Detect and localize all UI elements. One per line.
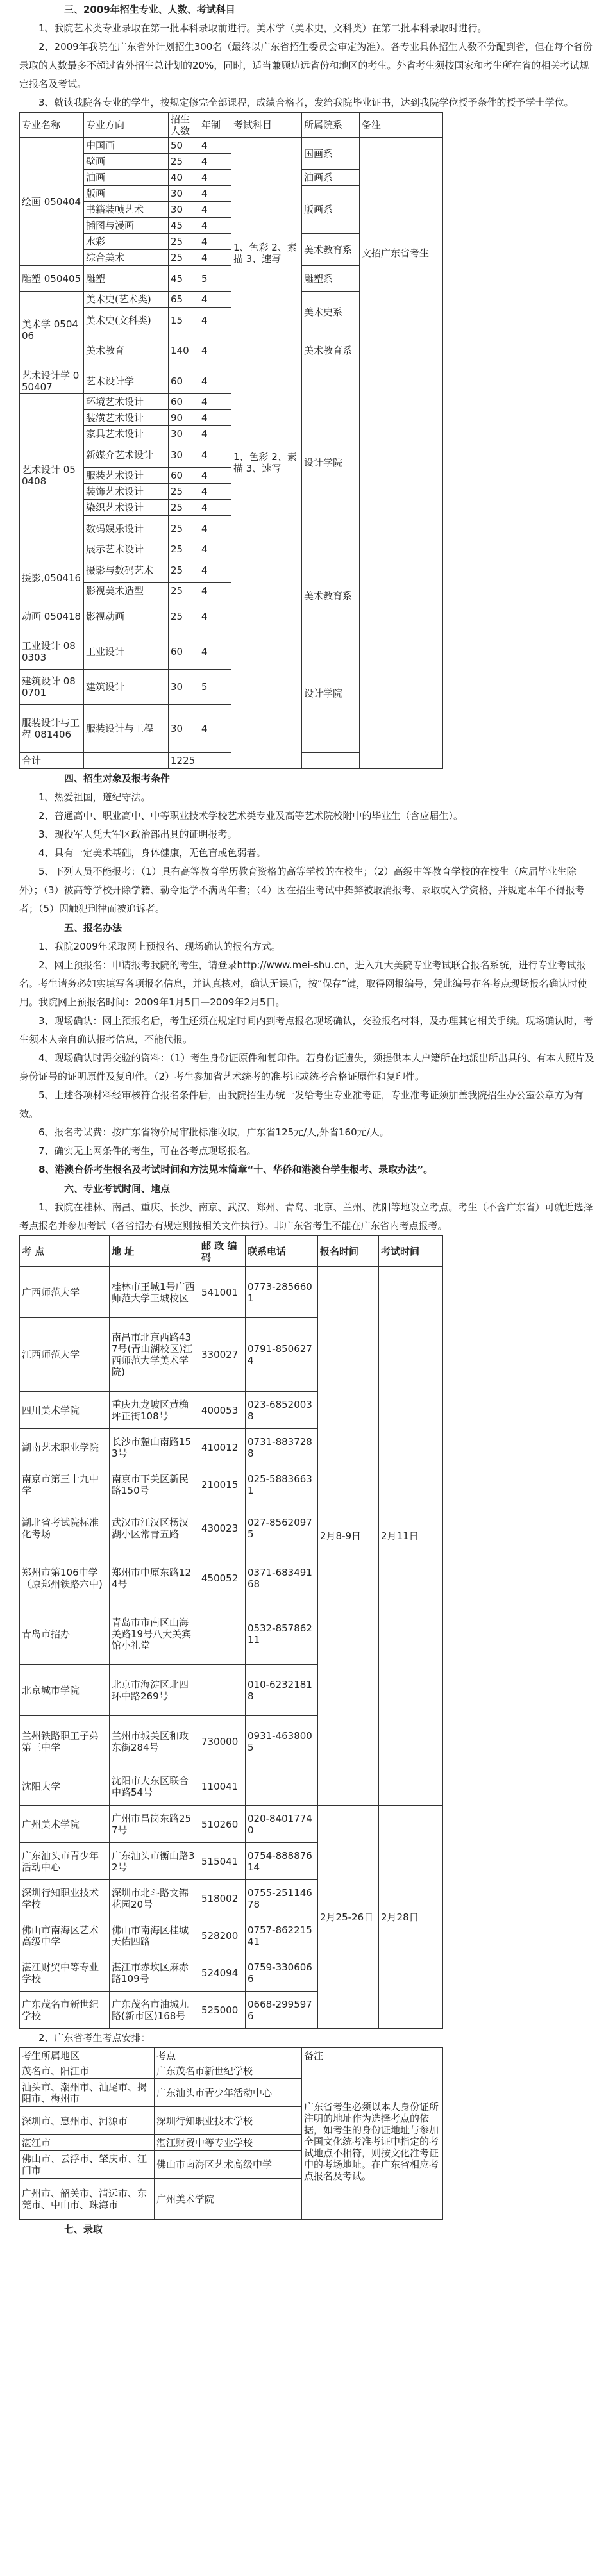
major-cell: 建筑设计 080701 <box>20 670 84 705</box>
site-name: 南京市第三十九中学 <box>20 1466 110 1503</box>
table-row <box>20 368 443 394</box>
major-cell: 动画 050418 <box>20 599 84 634</box>
site-phone: 010-62321818 <box>246 1665 318 1716</box>
direction-cell: 水彩 <box>84 234 169 250</box>
majors-table <box>19 112 443 769</box>
site-cell: 广东茂名市新世纪学校 <box>155 2063 302 2079</box>
table-header: 所属院系 <box>302 113 360 138</box>
region-cell: 茂名市、阳江市 <box>20 2063 155 2079</box>
section4-para-1: 1、热爱祖国，遵纪守法。 <box>38 791 151 803</box>
site-postcode: 525000 <box>199 1992 246 2029</box>
count-cell: 60 <box>169 468 199 484</box>
section3-para-1: 1、我院艺术类专业录取在第一批本科录取前进行。美术学（美术史，文科类）在第二批本科录取时进行。 <box>38 22 487 34</box>
direction-cell: 油画 <box>84 170 169 186</box>
count-cell: 25 <box>169 234 199 250</box>
site-phone: 0759-3306066 <box>246 1954 318 1992</box>
site-name: 广东茂名市新世纪学校 <box>20 1992 110 2029</box>
dept-cell: 国画系 <box>302 138 360 170</box>
dept-cell: 雕塑系 <box>302 266 360 292</box>
table-row <box>20 138 443 154</box>
site-cell: 佛山市南海区艺术高级中学 <box>155 2151 302 2179</box>
count-cell: 25 <box>169 541 199 557</box>
site-postcode: 400053 <box>199 1392 246 1429</box>
years-cell: 4 <box>199 705 231 753</box>
section5-para-8: 8、港澳台侨考生报名及考试时间和方法见本简章“十、华侨和港澳台学生报考、录取办法”。 <box>38 1164 433 1175</box>
count-cell: 60 <box>169 634 199 670</box>
site-postcode: 450052 <box>199 1553 246 1603</box>
count-cell: 30 <box>169 202 199 218</box>
count-cell: 25 <box>169 484 199 500</box>
site-postcode: 210015 <box>199 1466 246 1503</box>
region-cell: 佛山市、云浮市、肇庆市、江门市 <box>20 2151 155 2179</box>
site-address: 沈阳市大东区联合中路54号 <box>110 1767 199 1806</box>
count-cell: 25 <box>169 500 199 516</box>
table-header: 考生所属地区 <box>20 2048 155 2063</box>
section4-para-5: 5、下列人员不能报考：（1）具有高等教育学历教育资格的高等学校的在校生；（2）高级中等教育学校的在校生（应届毕业生除外）；（3）被高等学校开除学籍、勒令退学不满两年者；（4）因在招生考试中舞弊被取消报考、录取或入学资格，并规定本年不得报考者；（5）因触犯刑律而被追诉者。 <box>19 866 585 914</box>
site-name: 广州美术学院 <box>20 1806 110 1843</box>
site-postcode: 110041 <box>199 1767 246 1806</box>
site-address: 佛山市南海区桂城天佑四路 <box>110 1917 199 1954</box>
site-address: 广东汕头市衡山路32号 <box>110 1843 199 1880</box>
direction-cell: 服装艺术设计 <box>84 468 169 484</box>
count-cell: 25 <box>169 250 199 266</box>
table-header: 备注 <box>360 113 443 138</box>
direction-cell: 工业设计 <box>84 634 169 670</box>
site-address: 深圳市北斗路文锦花园20号 <box>110 1880 199 1917</box>
count-cell: 30 <box>169 705 199 753</box>
dept-cell: 油画系 <box>302 170 360 186</box>
table-header: 考试时间 <box>379 1236 443 1267</box>
site-postcode: 518002 <box>199 1880 246 1917</box>
table-header: 考试科目 <box>231 113 302 138</box>
count-cell: 50 <box>169 138 199 154</box>
section5-para-1: 1、我院2009年采取网上预报名、现场确认的报名方式。 <box>38 941 281 952</box>
major-cell: 艺术设计学 050407 <box>20 368 84 394</box>
years-cell: 4 <box>199 368 231 394</box>
site-phone: 0532-85786211 <box>246 1603 318 1665</box>
major-cell: 雕塑 050405 <box>20 266 84 292</box>
site-name: 广西师范大学 <box>20 1267 110 1318</box>
site-phone: 0371-68349168 <box>246 1553 318 1603</box>
site-phone: 0668-2995976 <box>246 1992 318 2029</box>
major-cell: 服装设计与工程 081406 <box>20 705 84 753</box>
site-phone: 025-58836631 <box>246 1466 318 1503</box>
count-cell: 140 <box>169 333 199 368</box>
direction-cell: 服装设计与工程 <box>84 705 169 753</box>
direction-cell: 美术史(艺术类) <box>84 292 169 308</box>
reg-date: 2月8-9日 <box>318 1267 379 1806</box>
years-cell: 4 <box>199 218 231 234</box>
direction-cell: 版画 <box>84 186 169 202</box>
site-address: 桂林市王城1号广西师范大学王城校区 <box>110 1267 199 1318</box>
section5-para-5: 5、上述各项材料经审核符合报名条件后，由我院招生办统一发给考生专业准考证，专业准考证须加盖我院招生办公室公章方为有效。 <box>19 1089 584 1119</box>
direction-cell: 雕塑 <box>84 266 169 292</box>
reg-date: 2月25-26日 <box>318 1806 379 2029</box>
site-phone: 0931-4638005 <box>246 1716 318 1767</box>
dept-cell: 美术教育系 <box>302 557 360 634</box>
count-cell: 30 <box>169 426 199 442</box>
site-address: 南京市下关区新民路150号 <box>110 1466 199 1503</box>
years-cell: 4 <box>199 170 231 186</box>
site-phone: 0755-25114678 <box>246 1880 318 1917</box>
table-header: 联系电话 <box>246 1236 318 1267</box>
dept-cell: 设计学院 <box>302 634 360 753</box>
dept-cell: 美术史系 <box>302 292 360 333</box>
count-cell: 30 <box>169 186 199 202</box>
direction-cell: 美术教育 <box>84 333 169 368</box>
table-header-row <box>20 2048 443 2063</box>
region-cell: 深圳市、惠州市、河源市 <box>20 2107 155 2135</box>
site-postcode: 510260 <box>199 1806 246 1843</box>
subjects-cell: 1、色彩 2、素描 3、速写 <box>231 368 302 557</box>
direction-cell: 插图与漫画 <box>84 218 169 234</box>
site-address: 重庆九龙坡区黄桷坪正街108号 <box>110 1392 199 1429</box>
site-postcode: 515041 <box>199 1843 246 1880</box>
years-cell: 4 <box>199 308 231 333</box>
years-cell: 4 <box>199 333 231 368</box>
major-cell: 美术学 050406 <box>20 292 84 368</box>
subjects-cell <box>231 557 302 769</box>
direction-cell: 环境艺术设计 <box>84 394 169 410</box>
exam-date: 2月28日 <box>379 1806 443 2029</box>
site-address: 广州市昌岗东路257号 <box>110 1806 199 1843</box>
years-cell: 4 <box>199 154 231 170</box>
site-cell: 广东汕头市青少年活动中心 <box>155 2079 302 2107</box>
remark-cell <box>360 368 443 769</box>
site-phone: 0731-8837288 <box>246 1429 318 1466</box>
years-cell: 4 <box>199 541 231 557</box>
site-phone: 0791-8506274 <box>246 1318 318 1392</box>
count-cell: 45 <box>169 218 199 234</box>
site-phone: 027-85620975 <box>246 1503 318 1553</box>
subjects-cell: 1、色彩 2、素描 3、速写 <box>231 138 302 368</box>
years-cell: 4 <box>199 634 231 670</box>
count-cell: 40 <box>169 170 199 186</box>
years-cell <box>199 753 231 769</box>
site-postcode: 524094 <box>199 1954 246 1992</box>
site-phone: 0773-2856601 <box>246 1267 318 1318</box>
direction-cell: 数码娱乐设计 <box>84 516 169 541</box>
table-row <box>20 2063 443 2079</box>
region-cell: 汕头市、潮州市、汕尾市、揭阳市、梅州市 <box>20 2079 155 2107</box>
dept-cell: 美术教育系 <box>302 234 360 266</box>
site-name: 湛江财贸中等专业学校 <box>20 1954 110 1992</box>
section7-title: 七、录取 <box>64 2224 103 2235</box>
table-row <box>20 1267 443 1318</box>
years-cell: 5 <box>199 266 231 292</box>
direction-cell: 影视动画 <box>84 599 169 634</box>
exam-date: 2月11日 <box>379 1267 443 1806</box>
dept-cell: 美术教育系 <box>302 333 360 368</box>
section5-para-2: 2、网上预报名：申请报考我院的考生，请登录http://www.mei-shu.cn，进入九大美院专业考试联合报名系统，进行专业考试报名。考生请务必如实填写各项报名信息，并认真核对，确认无误后，按“保存”键，取得网报编号，凭此编号在各考点现场报名确认时使用。我院网上预报名时间：2009年1月5日—2009年2月5日。 <box>19 959 587 1008</box>
direction-cell: 展示艺术设计 <box>84 541 169 557</box>
site-name: 兰州铁路职工子弟第三中学 <box>20 1716 110 1767</box>
years-cell: 4 <box>199 599 231 634</box>
direction-cell: 建筑设计 <box>84 670 169 705</box>
section5-para-3: 3、现场确认：网上预报名后，考生还须在规定时间内到考点报名现场确认，交验报名材料，及办理其它相关手续。现场确认时，考生须本人亲自确认报考信息，不能代报。 <box>19 1015 593 1045</box>
section5-title: 五、报名办法 <box>64 922 122 934</box>
section4-para-3: 3、现役军人凭大军区政治部出具的证明报考。 <box>38 829 237 840</box>
site-name: 广东汕头市青少年活动中心 <box>20 1843 110 1880</box>
direction-cell: 装饰艺术设计 <box>84 484 169 500</box>
site-phone: 0757-86221541 <box>246 1917 318 1954</box>
count-cell: 25 <box>169 516 199 541</box>
site-name: 湖南艺术职业学院 <box>20 1429 110 1466</box>
years-cell: 4 <box>199 442 231 468</box>
table-header: 备注 <box>302 2048 443 2063</box>
section4-title: 四、招生对象及报考条件 <box>64 773 171 784</box>
count-cell: 30 <box>169 670 199 705</box>
site-cell: 广州美术学院 <box>155 2179 302 2220</box>
table-header: 地 址 <box>110 1236 199 1267</box>
count-cell: 60 <box>169 394 199 410</box>
direction-cell: 壁画 <box>84 154 169 170</box>
direction-cell: 中国画 <box>84 138 169 154</box>
table-header: 专业名称 <box>20 113 84 138</box>
site-phone <box>246 1767 318 1806</box>
section3-title: 三、2009年招生专业、人数、考试科目 <box>64 4 235 15</box>
section6-para-2: 2、广东省考生考点安排： <box>38 2032 151 2043</box>
site-phone: 023-68520038 <box>246 1392 318 1429</box>
subjects-cell <box>302 753 360 769</box>
site-name: 江西师范大学 <box>20 1318 110 1392</box>
site-name: 北京城市学院 <box>20 1665 110 1716</box>
site-postcode: 410012 <box>199 1429 246 1466</box>
remark-cell: 文招广东省考生 <box>360 138 443 368</box>
count-cell: 65 <box>169 292 199 308</box>
years-cell: 4 <box>199 186 231 202</box>
section5-para-6: 6、报名考试费：按广东省物价局审批标准收取，广东省125元/人,外省160元/人。 <box>38 1127 389 1138</box>
region-cell: 湛江市 <box>20 2135 155 2151</box>
note-cell: 广东省考生必须以本人身份证所注明的地址作为选择考点的依据，如考生的身份证地址与参加全国文化统考准考证中指定的考试地点不相符，则按文化准考证中的考场地址。在广东省相应考点报名及考试。 <box>302 2063 443 2220</box>
site-address: 武汉市江汉区杨汉湖小区常青五路 <box>110 1503 199 1553</box>
site-address: 青岛市市南区山海关路19号八大关宾馆小礼堂 <box>110 1603 199 1665</box>
site-name: 湖北省考试院标准化考场 <box>20 1503 110 1553</box>
site-address: 湛江市赤坎区麻赤路109号 <box>110 1954 199 1992</box>
table-header-row <box>20 113 443 138</box>
direction-cell <box>84 753 169 769</box>
table-header: 邮 政 编码 <box>199 1236 246 1267</box>
count-cell: 25 <box>169 154 199 170</box>
site-name: 四川美术学院 <box>20 1392 110 1429</box>
site-name: 沈阳大学 <box>20 1767 110 1806</box>
count-cell: 15 <box>169 308 199 333</box>
site-address: 兰州市城关区和政东街284号 <box>110 1716 199 1767</box>
site-postcode <box>199 1603 246 1665</box>
direction-cell: 艺术设计学 <box>84 368 169 394</box>
site-cell: 深圳行知职业技术学校 <box>155 2107 302 2135</box>
years-cell: 4 <box>199 516 231 541</box>
site-name: 青岛市招办 <box>20 1603 110 1665</box>
site-postcode <box>199 1665 246 1716</box>
years-cell: 4 <box>199 234 231 250</box>
region-cell: 广州市、韶关市、清远市、东莞市、中山市、珠海市 <box>20 2179 155 2220</box>
direction-cell: 染织艺术设计 <box>84 500 169 516</box>
total-label: 合计 <box>20 753 84 769</box>
years-cell: 4 <box>199 468 231 484</box>
section4-para-2: 2、普通高中、职业高中、中等职业技术学校艺术类专业及高等艺术院校附中的毕业生（含应届生）。 <box>38 810 464 822</box>
section5-para-7: 7、确实无上网条件的考生，可在各考点现场报名。 <box>38 1145 257 1157</box>
major-cell: 绘画 050404 <box>20 138 84 266</box>
table-header: 招生人数 <box>169 113 199 138</box>
count-cell: 30 <box>169 442 199 468</box>
site-postcode: 541001 <box>199 1267 246 1318</box>
count-cell: 90 <box>169 410 199 426</box>
site-phone: 0754-88887614 <box>246 1843 318 1880</box>
site-name: 佛山市南海区艺术高级中学 <box>20 1917 110 1954</box>
years-cell: 4 <box>199 292 231 308</box>
direction-cell: 综合美术 <box>84 250 169 266</box>
site-name: 深圳行知职业技术学校 <box>20 1880 110 1917</box>
section3-para-3: 3、就读我院各专业的学生，按规定修完全部课程，成绩合格者，发给我院毕业证书，达到我院学位授予条件的授予学士学位。 <box>38 97 574 108</box>
site-name: 郑州市第106中学（原郑州铁路六中) <box>20 1553 110 1603</box>
major-cell: 工业设计 080303 <box>20 634 84 670</box>
years-cell: 4 <box>199 426 231 442</box>
section6-para-1: 1、我院在桂林、南昌、重庆、长沙、南京、武汉、郑州、青岛、北京、兰州、沈阳等地设立考点。考生（不含广东省）可就近选择考点报名并参加考试（各省招办有规定则按相关文件执行）。非广东省考生不能在广东省内考点报考。 <box>19 1201 593 1232</box>
count-cell: 25 <box>169 599 199 634</box>
table-row <box>20 1806 443 1843</box>
site-postcode: 330027 <box>199 1318 246 1392</box>
years-cell: 4 <box>199 250 231 266</box>
section4-para-4: 4、具有一定美术基础，身体健康，无色盲或色弱者。 <box>38 847 266 859</box>
site-address: 广东茂名市油城九路(新市区)168号 <box>110 1992 199 2029</box>
count-cell: 45 <box>169 266 199 292</box>
direction-cell: 美术史(文科类) <box>84 308 169 333</box>
section3-para-2: 2、2009年我院在广东省外计划招生300名（最终以广东省招生委员会审定为准）。各专业具体招生人数不分配到省，但在每个省份录取的人数最多不超过省外招生总计划的20%，同时，适当兼顾边远省份和地区的考生。外省考生须按国家和考生所在省的相关考试规定报名及考试。 <box>19 41 593 90</box>
dept-cell: 版画系 <box>302 186 360 234</box>
site-address: 郑州市中原东路124号 <box>110 1553 199 1603</box>
years-cell: 4 <box>199 583 231 599</box>
direction-cell: 装潢艺术设计 <box>84 410 169 426</box>
major-cell: 摄影,050416 <box>20 557 84 599</box>
count-cell: 60 <box>169 368 199 394</box>
direction-cell: 影视美术造型 <box>84 583 169 599</box>
major-cell: 艺术设计 050408 <box>20 394 84 557</box>
section6-title: 六、专业考试时间、地点 <box>64 1183 171 1194</box>
table-header: 考点 <box>155 2048 302 2063</box>
table-header-row <box>20 1236 443 1267</box>
count-cell: 25 <box>169 583 199 599</box>
site-address: 长沙市麓山南路153号 <box>110 1429 199 1466</box>
guangdong-sites-table <box>19 2047 443 2220</box>
site-postcode: 430023 <box>199 1503 246 1553</box>
dept-cell: 设计学院 <box>302 368 360 557</box>
years-cell: 4 <box>199 394 231 410</box>
years-cell: 4 <box>199 557 231 583</box>
years-cell: 4 <box>199 202 231 218</box>
direction-cell: 家具艺术设计 <box>84 426 169 442</box>
site-cell: 湛江财贸中等专业学校 <box>155 2135 302 2151</box>
section5-para-4: 4、现场确认时需交验的资料：（1）考生身份证原件和复印件。若身份证遗失，须提供本人户籍所在地派出所出具的、有本人照片及身份证号的证明原件及复印件。（2）考生参加省艺术统考的准考证或统考合格证原件和复印件。 <box>19 1052 594 1082</box>
years-cell: 4 <box>199 500 231 516</box>
count-cell: 25 <box>169 557 199 583</box>
site-address: 北京市海淀区北四环中路269号 <box>110 1665 199 1716</box>
direction-cell: 摄影与数码艺术 <box>84 557 169 583</box>
site-postcode: 528200 <box>199 1917 246 1954</box>
site-phone: 020-84017740 <box>246 1806 318 1843</box>
direction-cell: 新媒介艺术设计 <box>84 442 169 468</box>
years-cell: 4 <box>199 484 231 500</box>
table-header: 专业方向 <box>84 113 169 138</box>
table-header: 报名时间 <box>318 1236 379 1267</box>
table-header: 考 点 <box>20 1236 110 1267</box>
years-cell: 4 <box>199 138 231 154</box>
site-address: 南昌市北京西路437号(青山湖校区)江西师范大学美术学院) <box>110 1318 199 1392</box>
direction-cell: 书籍装帧艺术 <box>84 202 169 218</box>
total-count: 1225 <box>169 753 199 769</box>
years-cell: 4 <box>199 410 231 426</box>
table-header: 年制 <box>199 113 231 138</box>
years-cell: 5 <box>199 670 231 705</box>
exam-sites-table <box>19 1235 443 2029</box>
site-postcode: 730000 <box>199 1716 246 1767</box>
